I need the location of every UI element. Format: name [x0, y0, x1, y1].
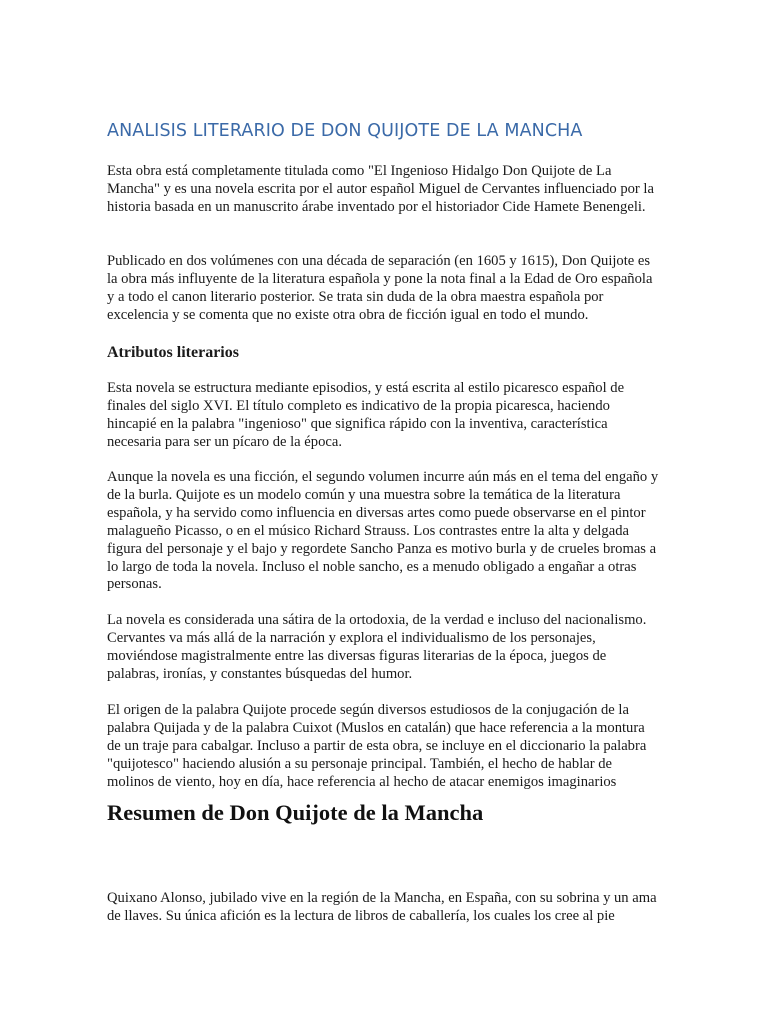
attributes-paragraph-1: Esta novela se estructura mediante episodios, y está escrita al estilo picaresco español de finales del siglo XVI. El título completo es indicativo de la propia picaresca, haciendo hincapié en la palabra "ingenioso" que significa rápido con la inventiva, característica necesaria para ser un pícaro de la época. [107, 380, 625, 450]
attributes-paragraph-3: La novela es considerada una sátira de la ortodoxia, de la verdad e incluso del nacionalismo. Cervantes va más allá de la narración y explora el individualismo de los personajes, moviéndose magistralmente entre las diversas figuras literarias de la época, juegos de palabras, ironías, y constantes búsquedas del humor. [107, 612, 647, 682]
attributes-paragraph-2: Aunque la novela es una ficción, el segundo volumen incurre aún más en el tema del engaño y de la burla. Quijote es un modelo común y una muestra sobre la temática de la literatura española, y ha servido como influencia en diversas artes como puede observarse en el pintor malagueño Picasso, o en el músico Richard Strauss. Los contrastes entre la alta y delgada figura del personaje y el bajo y regordete Sancho Panza es motivo burla y de crueles bromas a lo largo de toda la novela. Incluso el noble sancho, es a menudo obligado a engañar a otras personas. [107, 469, 659, 593]
section-heading-summary: Resumen de Don Quijote de la Mancha [107, 800, 484, 825]
intro-paragraph-1: Esta obra está completamente titulada como "El Ingenioso Hidalgo Don Quijote de La Mancha" y es una novela escrita por el autor español Miguel de Cervantes influenciado por la historia basada en un manuscrito árabe inventado por el historiador Cide Hamete Benengeli. [107, 163, 654, 215]
attributes-paragraph-4: El origen de la palabra Quijote procede según diversos estudiosos de la conjugación de la palabra Quijada y de la palabra Cuixot (Muslos en catalán) que hace referencia a la montura de un traje para cabalgar. Incluso a partir de esta obra, se incluye en el diccionario la palabra "quijotesco" haciendo alusión a su personaje principal. También, el hecho de hablar de molinos de viento, hoy en día, hace referencia al hecho de atacar enemigos imaginarios [107, 702, 647, 790]
summary-paragraph-1: Quixano Alonso, jubilado vive en la región de la Mancha, en España, con su sobrina y un ama de llaves. Su única afición es la lectura de libros de caballería, los cuales los cree al pie [107, 890, 657, 924]
intro-paragraph-2: Publicado en dos volúmenes con una década de separación (en 1605 y 1615), Don Quijote es la obra más influyente de la literatura española y pone la nota final a la Edad de Oro española y a todo el canon literario posterior. Se trata sin duda de la obra maestra española por excelencia y se comenta que no existe otra obra de ficción igual en todo el mundo. [107, 253, 653, 323]
section-heading-attributes: Atributos literarios [107, 344, 239, 361]
document-title: ANALISIS LITERARIO DE DON QUIJOTE DE LA MANCHA [107, 121, 583, 141]
